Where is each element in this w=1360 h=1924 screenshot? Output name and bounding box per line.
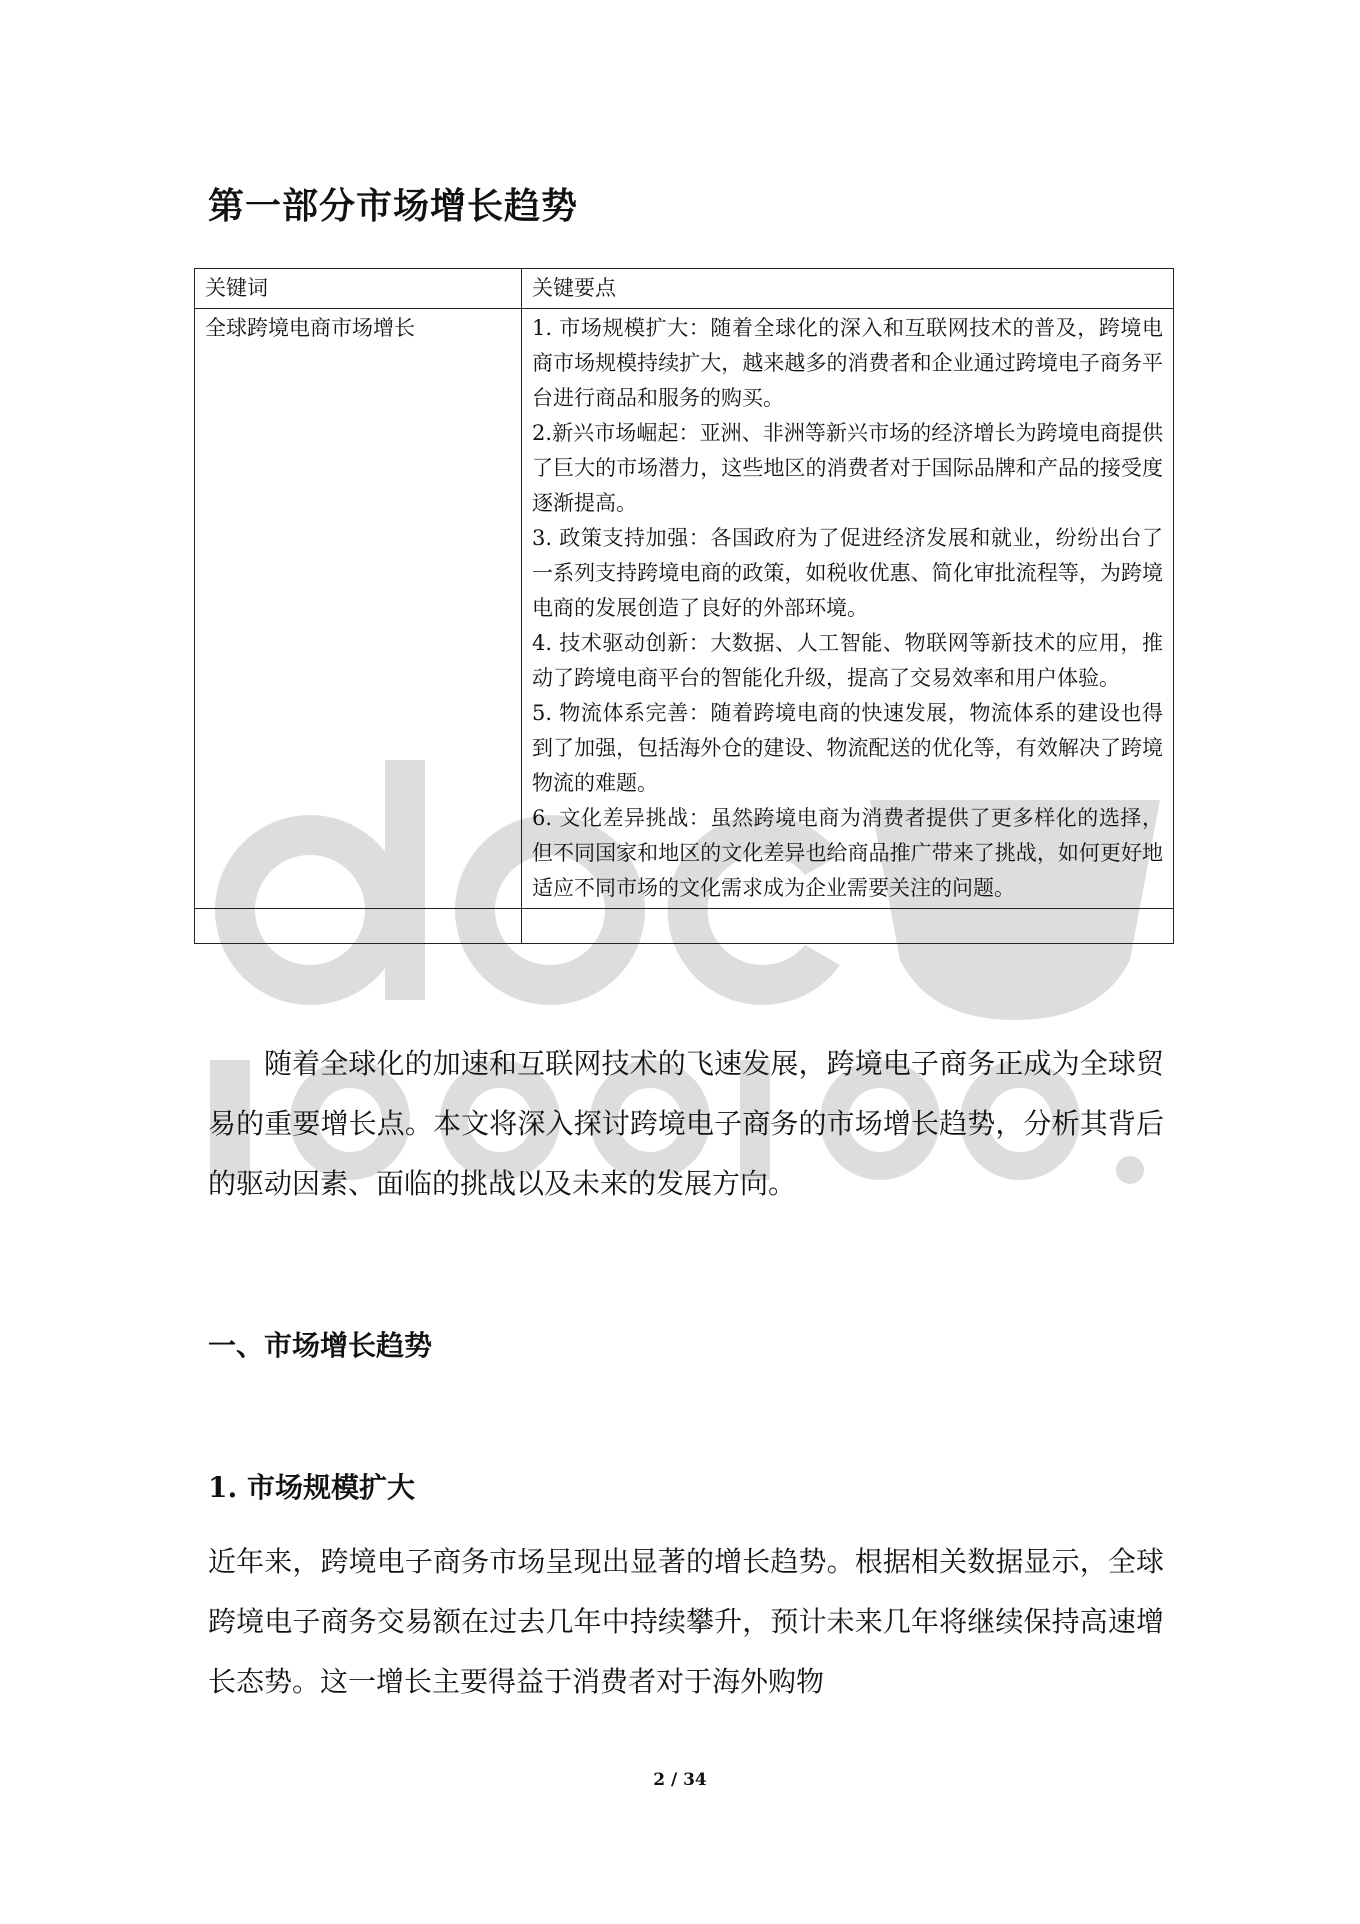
keyword-cell: 全球跨境电商市场增长 [195, 309, 522, 909]
key-point-6: 6. 文化差异挑战：虽然跨境电商为消费者提供了更多样化的选择，但不同国家和地区的文化差异也给商品推广带来了挑战，如何更好地适应不同市场的文化需求成为企业需要关注的问题。 [532, 806, 1163, 900]
heading-market-growth-trend: 一、市场增长趋势 [208, 1329, 433, 1362]
heading-market-scale-expansion: 1. 市场规模扩大 [208, 1471, 415, 1504]
key-point-4: 4. 技术驱动创新：大数据、人工智能、物联网等新技术的应用，推动了跨境电商平台的智能化升级，提高了交易效率和用户体验。 [532, 631, 1163, 690]
key-point-5: 5. 物流体系完善：随着跨境电商的快速发展，物流体系的建设也得到了加强，包括海外仓的建设、物流配送的优化等，有效解决了跨境物流的难题。 [532, 701, 1163, 795]
table-row [195, 309, 1174, 909]
empty-cell [522, 909, 1174, 944]
header-key-points-cell: 关键要点 [522, 269, 1174, 309]
table-empty-row [195, 909, 1174, 944]
key-point-3: 3. 政策支持加强：各国政府为了促进经济发展和就业，纷纷出台了一系列支持跨境电商的政策，如税收优惠、简化审批流程等，为跨境电商的发展创造了良好的外部环境。 [532, 526, 1163, 620]
page-number: 2 / 34 [653, 1770, 707, 1790]
key-point-1: 1. 市场规模扩大：随着全球化的深入和互联网技术的普及，跨境电商市场规模持续扩大，越来越多的消费者和企业通过跨境电子商务平台进行商品和服务的购买。 [532, 316, 1163, 410]
key-points-cell [522, 309, 1174, 909]
key-point-2: 2.新兴市场崛起：亚洲、非洲等新兴市场的经济增长为跨境电商提供了巨大的市场潜力，这些地区的消费者对于国际品牌和产品的接受度逐渐提高。 [532, 421, 1163, 515]
intro-paragraph: 随着全球化的加速和互联网技术的飞速发展，跨境电子商务正成为全球贸易的重要增长点。本文将深入探讨跨境电子商务的市场增长趋势，分析其背后的驱动因素、面临的挑战以及未来的发展方向。 [208, 1047, 1164, 1200]
table-header-row [195, 269, 1174, 309]
section-title: 第一部分市场增长趋势 [208, 185, 579, 227]
keyword-table [194, 268, 1174, 944]
header-keyword-cell: 关键词 [195, 269, 522, 309]
market-scale-paragraph: 近年来，跨境电子商务市场呈现出显著的增长趋势。根据相关数据显示，全球跨境电子商务交易额在过去几年中持续攀升，预计未来几年将继续保持高速增长态势。这一增长主要得益于消费者对于海外购物 [208, 1545, 1164, 1698]
empty-cell [195, 909, 522, 944]
